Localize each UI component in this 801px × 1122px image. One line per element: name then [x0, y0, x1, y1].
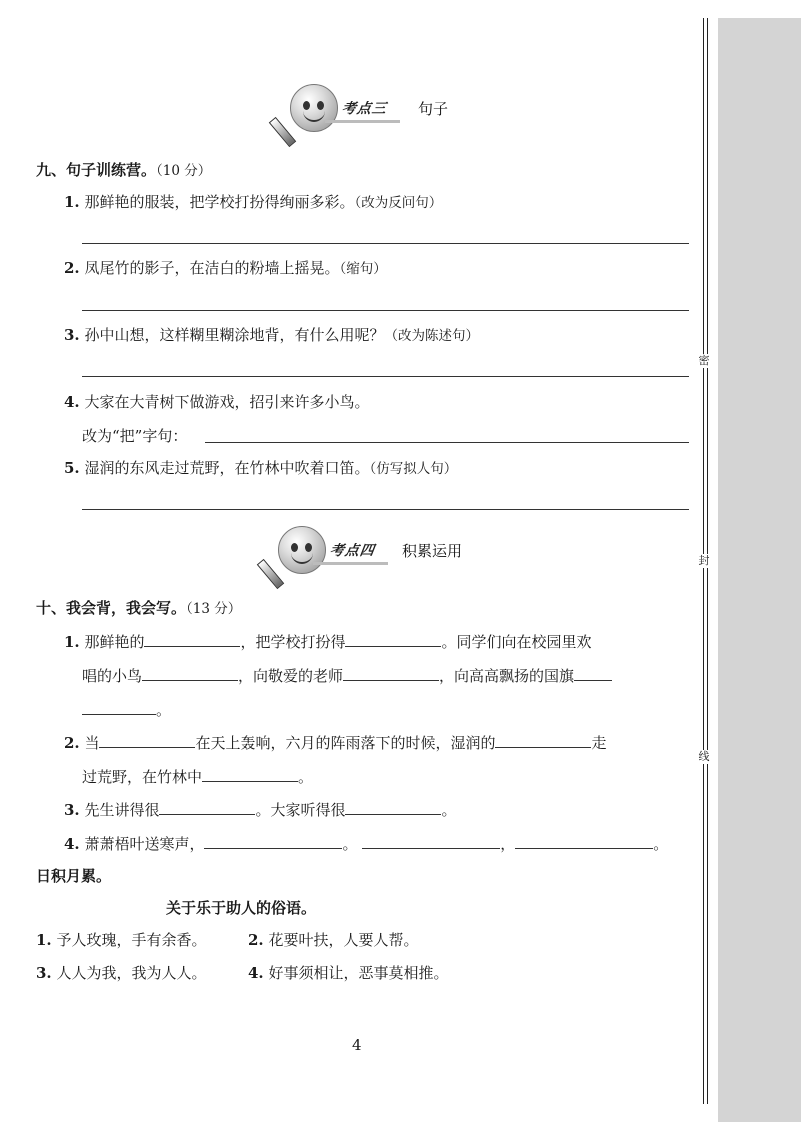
section-title: 句子	[418, 100, 449, 118]
saying-3: 3. 人人为我，我为人人。	[36, 964, 207, 982]
q10-item-1-line-3: 。	[82, 698, 171, 720]
fill-blank[interactable]	[204, 832, 342, 849]
q9-item-4: 4. 大家在大青树下做游戏，招引来许多小鸟。	[64, 393, 370, 411]
fill-blank[interactable]	[99, 731, 195, 748]
q9-item-1: 1. 那鲜艳的服装，把学校打扮得绚丽多彩。（改为反问句）	[64, 193, 443, 211]
q10-item-4: 4. 萧萧梧叶送寒声， 。 ， 。	[64, 832, 668, 854]
pencil-icon	[257, 559, 284, 589]
q10-item-1-line-1: 1. 那鲜艳的 ，把学校打扮得 。同学们向在校园里欢	[64, 630, 592, 652]
section-header-4	[258, 522, 498, 586]
fill-blank[interactable]	[362, 832, 500, 849]
binding-char-mi: 密	[698, 354, 710, 367]
saying-1: 1. 予人玫瑰，手有余香。	[36, 931, 207, 949]
binding-char-feng: 封	[698, 554, 710, 567]
section-header-3	[270, 80, 470, 144]
q10-item-1-line-2: 唱的小鸟 ，向敬爱的老师 ，向高高飘扬的国旗	[82, 664, 612, 686]
q9-item-5: 5. 湿润的东风走过荒野，在竹林中吹着口笛。（仿写拟人句）	[64, 459, 458, 477]
answer-line-5[interactable]	[82, 509, 689, 510]
fill-blank[interactable]	[343, 664, 439, 681]
smiley-face-icon	[278, 526, 326, 574]
fill-blank[interactable]	[345, 630, 441, 647]
header-bar	[325, 120, 400, 123]
answer-line-4[interactable]	[205, 442, 689, 443]
header-bar	[313, 562, 388, 565]
accumulation-subheading: 关于乐于助人的俗语。	[166, 899, 317, 917]
q9-item-4-sub: 改为“把”字句：	[82, 427, 188, 445]
q10-item-2-line-2: 过荒野，在竹林中 。	[82, 765, 313, 787]
fill-blank[interactable]	[159, 798, 255, 815]
question-9-heading: 九、句子训练营。（10 分）	[36, 161, 212, 179]
q9-item-3: 3. 孙中山想，这样糊里糊涂地背，有什么用呢？（改为陈述句）	[64, 326, 479, 344]
fill-blank[interactable]	[144, 630, 240, 647]
answer-line-3[interactable]	[82, 376, 689, 377]
q10-item-3: 3. 先生讲得很 。大家听得很 。	[64, 798, 457, 820]
section-badge: 考点四	[328, 543, 376, 559]
page-number: 4	[352, 1036, 362, 1054]
q10-item-2-line-1: 2. 当 在天上轰响，六月的阵雨落下的时候，湿润的 走	[64, 731, 607, 753]
fill-blank[interactable]	[495, 731, 591, 748]
fill-blank[interactable]	[515, 832, 653, 849]
fill-blank[interactable]	[82, 698, 156, 715]
pencil-icon	[269, 117, 296, 147]
answer-line-1[interactable]	[82, 243, 689, 244]
question-10-heading: 十、我会背，我会写。（13 分）	[36, 599, 242, 617]
q9-item-2: 2. 凤尾竹的影子，在洁白的粉墙上摇晃。（缩句）	[64, 259, 387, 277]
section-title: 积累运用	[402, 542, 463, 560]
fill-blank[interactable]	[345, 798, 441, 815]
answer-line-2[interactable]	[82, 310, 689, 311]
fill-blank[interactable]	[202, 765, 298, 782]
fill-blank[interactable]	[574, 664, 612, 681]
saying-4: 4. 好事须相让，恶事莫相推。	[248, 964, 449, 982]
binding-char-xian: 线	[698, 750, 710, 763]
smiley-face-icon	[290, 84, 338, 132]
saying-2: 2. 花要叶扶，人要人帮。	[248, 931, 419, 949]
binding-margin-strip	[718, 18, 801, 1122]
section-badge: 考点三	[340, 101, 388, 117]
fill-blank[interactable]	[142, 664, 238, 681]
accumulation-heading: 日积月累。	[36, 867, 112, 885]
